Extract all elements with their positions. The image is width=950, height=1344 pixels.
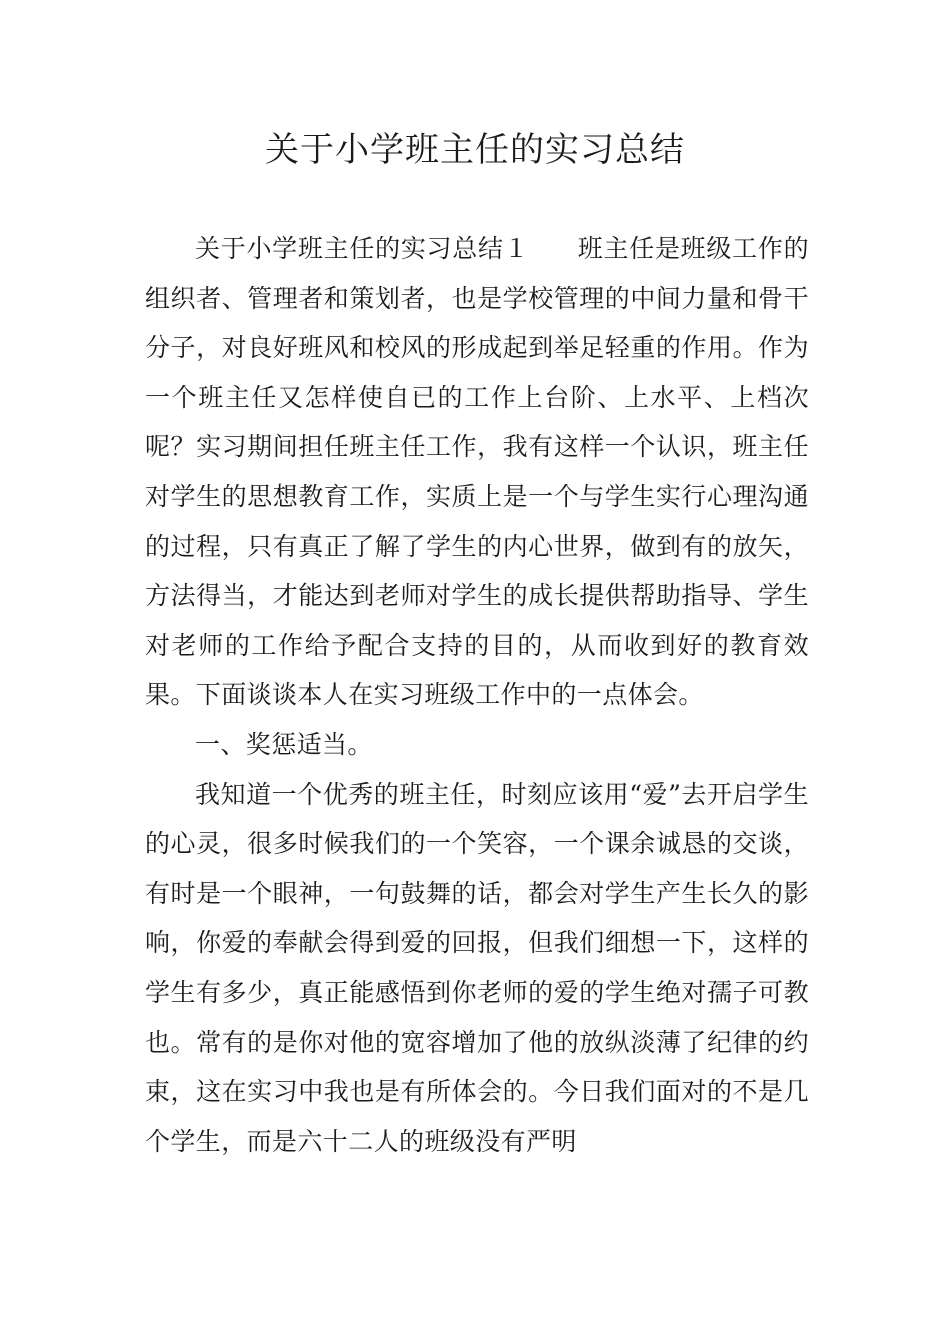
section-heading-text: 一、奖惩适当。: [195, 729, 373, 759]
section-heading: [145, 720, 809, 770]
paragraph-body: [145, 770, 809, 1167]
paragraph-intro: [145, 224, 809, 720]
paragraph-text: 我知道一个优秀的班主任，时刻应该用“爱”去开启学生的心灵，很多时候我们的一个笑容，一个课余诚恳的交谈，有时是一个眼神，一句鼓舞的话，都会对学生产生长久的影响，你爱的奉献会得到爱的回报，但我们细想一下，这样的学生有多少，真正能感悟到你老师的爱的学生绝对孺子可教也。常有的是你对他的宽容增加了他的放纵淡薄了纪律的约束，这在实习中我也是有所体会的。今日我们面对的不是几个学生，而是六十二人的班级没有严明: [145, 779, 809, 1156]
document-title: 关于小学班主任的实习总结: [265, 130, 685, 170]
paragraph-text: 班主任是班级工作的组织者、管理者和策划者，也是学校管理的中间力量和骨干分子，对良好班风和校风的形成起到举足轻重的作用。作为一个班主任又怎样使自已的工作上台阶、上水平、上档次呢？实习期间担任班主任工作，我有这样一个认识，班主任对学生的思想教育工作，实质上是一个与学生实行心理沟通的过程，只有真正了解了学生的内心世界，做到有的放矢，方法得当，才能达到老师对学生的成长提供帮助指导、学生对老师的工作给予配合支持的目的，从而收到好的教育效果。下面谈谈本人在实习班级工作中的一点体会。: [145, 234, 809, 710]
paragraph-lead: 关于小学班主任的实习总结１: [195, 234, 530, 263]
document-body: [145, 224, 809, 1166]
